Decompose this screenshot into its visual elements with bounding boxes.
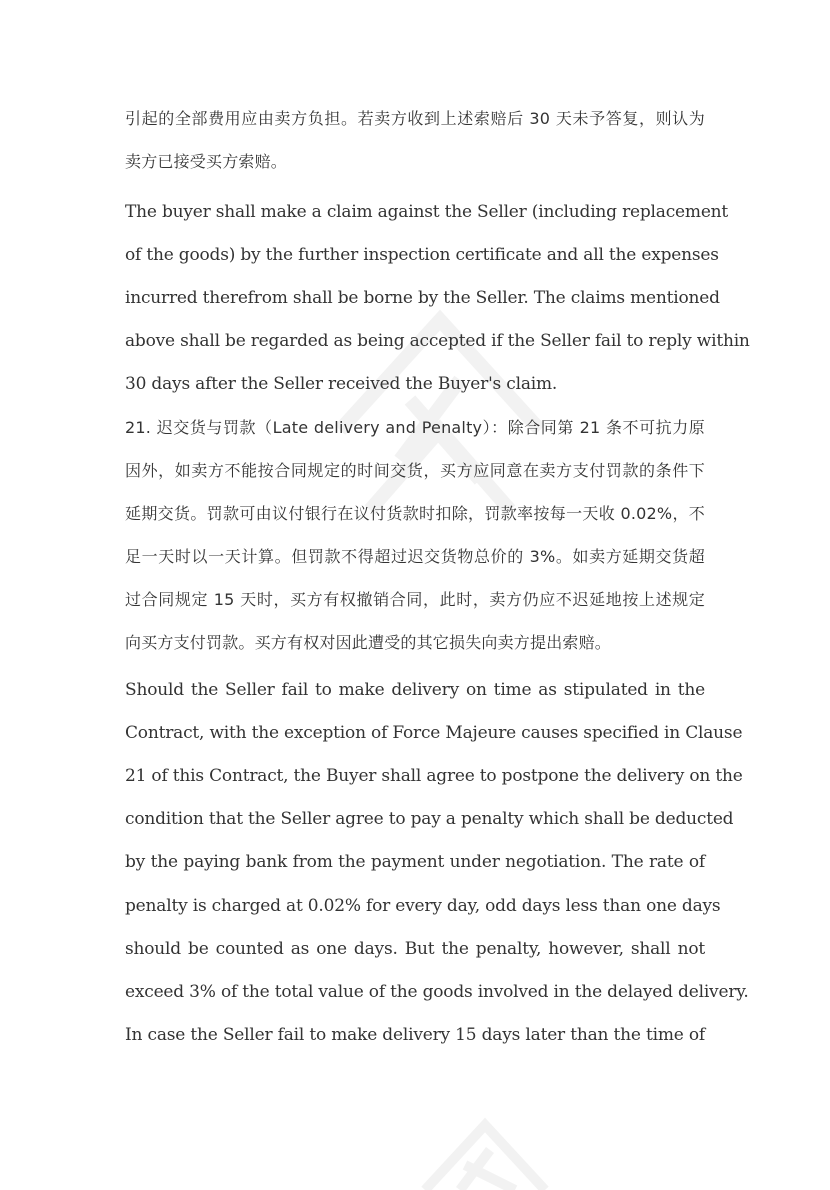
clause-heading-line: 21. 迟交货与罚款（Late delivery and Penalty）：除合同第 21 条不可抗力原	[125, 418, 705, 437]
watermark-logo-icon	[420, 1110, 590, 1190]
text-line: exceed 3% of the total value of the goods involved in the delayed delivery.	[125, 982, 749, 1002]
text-line: condition that the Seller agree to pay a penalty which shall be deducted	[125, 809, 734, 829]
text-line: 过合同规定 15 天时，买方有权撤销合同，此时，卖方仍应不迟延地按上述规定	[125, 590, 705, 609]
text-line: 因外，如卖方不能按合同规定的时间交货，买方应同意在卖方支付罚款的条件下	[125, 461, 705, 480]
text-line: 引起的全部费用应由卖方负担。若卖方收到上述索赔后 30 天未予答复，则认为	[125, 109, 705, 128]
text-line: 足一天时以一天计算。但罚款不得超过迟交货物总价的 3%。如卖方延期交货超	[125, 547, 705, 566]
text-line: In case the Seller fail to make delivery 15 days later than the time of	[125, 1025, 705, 1045]
text-line: 卖方已接受买方索赔。	[125, 152, 288, 171]
text-line: 30 days after the Seller received the Buyer's claim.	[125, 374, 558, 394]
text-line: Contract, with the exception of Force Majeure causes specified in Clause	[125, 723, 743, 743]
text-line: above shall be regarded as being accepted if the Seller fail to reply within	[125, 331, 750, 351]
text-line: of the goods) by the further inspection certificate and all the expenses	[125, 245, 719, 265]
text-line: The buyer shall make a claim against the Seller (including replacement	[125, 202, 729, 222]
text-line: penalty is charged at 0.02% for every day, odd days less than one days	[125, 896, 721, 916]
text-line: 21 of this Contract, the Buyer shall agree to postpone the delivery on the	[125, 766, 743, 786]
text-line: 延期交货。罚款可由议付银行在议付货款时扣除，罚款率按每一天收 0.02%，不	[125, 504, 705, 523]
text-line: should be counted as one days. But the penalty, however, shall not	[125, 939, 705, 959]
text-line: by the paying bank from the payment under negotiation. The rate of	[125, 852, 705, 872]
text-line: incurred therefrom shall be borne by the Seller. The claims mentioned	[125, 288, 720, 308]
text-line: 向买方支付罚款。买方有权对因此遭受的其它损失向卖方提出索赔。	[125, 633, 612, 652]
text-line: Should the Seller fail to make delivery on time as stipulated in the	[125, 680, 705, 700]
